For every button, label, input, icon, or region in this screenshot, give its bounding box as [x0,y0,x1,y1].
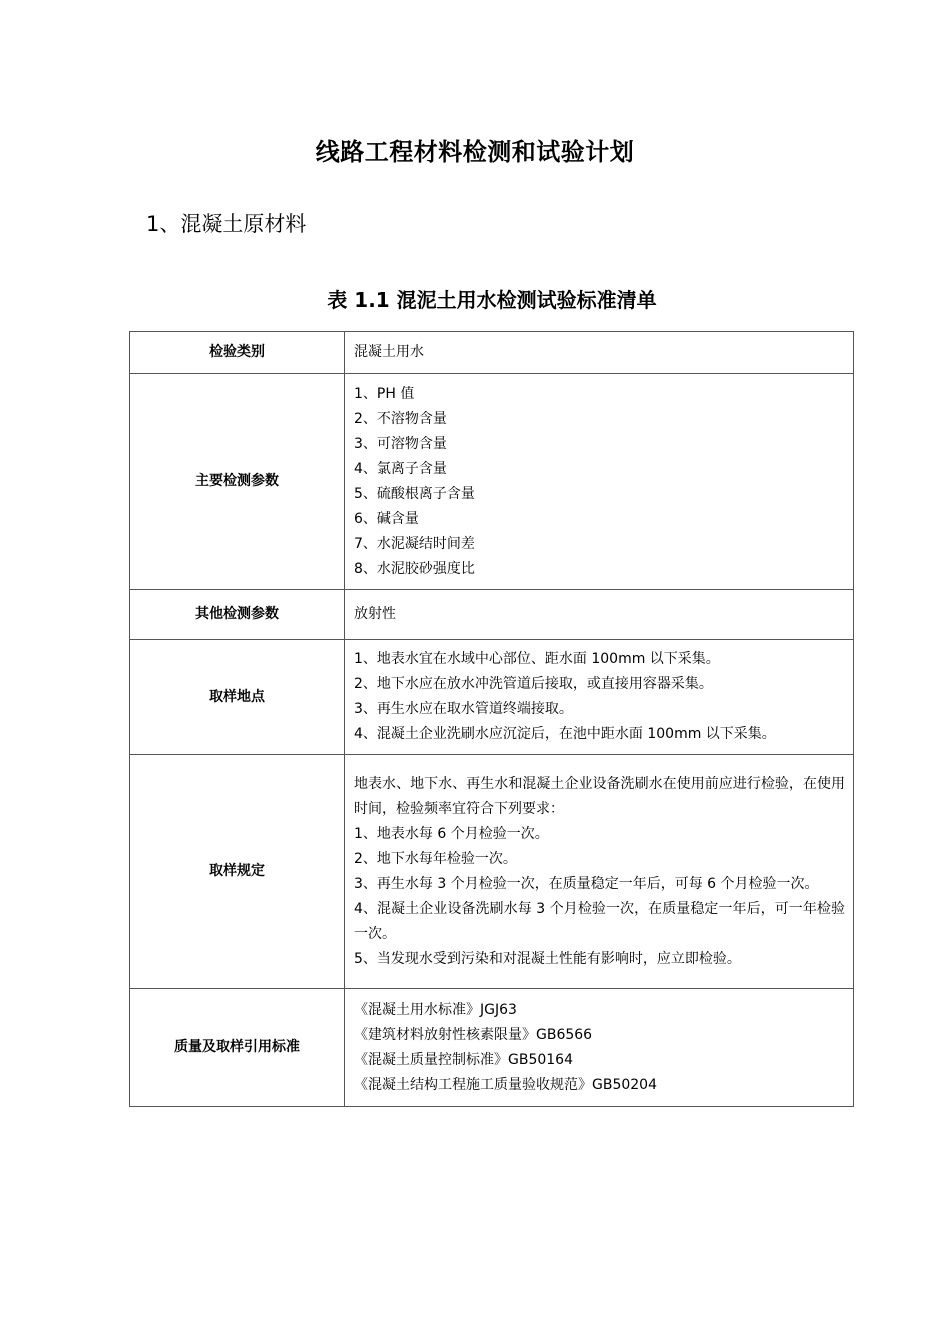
value-line: 2、不溶物含量 [354,410,447,427]
table-row [130,989,854,1107]
value-line: 2、地下水每年检验一次。 [354,850,517,867]
row-label: 取样规定 [130,755,345,989]
value-line: 5、硫酸根离子含量 [354,485,475,502]
value-paragraph: 地表水、地下水、再生水和混凝土企业设备洗刷水在使用前应进行检验，在使用时间，检验频率宜符合下列要求： [354,775,845,817]
row-value [345,755,854,989]
value-line: 7、水泥凝结时间差 [354,535,475,552]
value-line: 3、再生水应在取水管道终端接取。 [354,701,573,717]
value-line: 《混凝土质量控制标准》GB50164 [354,1051,573,1068]
document-title: 线路工程材料检测和试验计划 [315,138,635,166]
row-value [345,332,854,374]
standards-table [129,331,854,1107]
value-line: 4、混凝土企业洗刷水应沉淀后，在池中距水面 100mm 以下采集。 [354,726,776,742]
value-paragraph: 5、当发现水受到污染和对混凝土性能有影响时，应立即检验。 [354,950,741,967]
value-paragraph: 3、再生水每 3 个月检验一次，在质量稳定一年后，可每 6 个月检验一次。 [354,875,819,892]
row-label: 取样地点 [130,640,345,755]
table-caption: 表 1.1 混泥土用水检测试验标准清单 [327,288,657,312]
value-paragraph: 4、混凝土企业设备洗刷水每 3 个月检验一次，在质量稳定一年后，可一年检验一次。 [354,900,845,942]
row-label: 质量及取样引用标准 [130,989,345,1107]
table-row [130,590,854,640]
row-value [345,640,854,755]
value-line: 4、氯离子含量 [354,460,447,477]
value-line: 8、水泥胶砂强度比 [354,560,475,577]
row-value [345,374,854,590]
value-line: 《建筑材料放射性核素限量》GB6566 [354,1026,593,1043]
value-line: 6、碱含量 [354,510,419,527]
row-label: 检验类别 [130,332,345,374]
value-line: 1、地表水宜在水域中心部位、距水面 100mm 以下采集。 [354,651,720,667]
value-line: 混凝土用水 [354,344,424,360]
value-line: 2、地下水应在放水冲洗管道后接取，或直接用容器采集。 [354,676,713,692]
section-heading: 1、混凝土原材料 [146,212,307,236]
value-line: 《混凝土结构工程施工质量验收规范》GB50204 [354,1076,657,1093]
row-value [345,590,854,640]
value-line: 3、可溶物含量 [354,435,447,452]
value-line: 《混凝土用水标准》JGJ63 [354,1001,517,1018]
table-row [130,332,854,374]
value-line: 1、地表水每 6 个月检验一次。 [354,825,549,842]
row-label: 主要检测参数 [130,374,345,590]
row-value [345,989,854,1107]
table-row [130,640,854,755]
table-row [130,755,854,989]
value-line: 1、PH 值 [354,385,415,402]
table-row [130,374,854,590]
row-label: 其他检测参数 [130,590,345,640]
value-line: 放射性 [354,606,396,622]
